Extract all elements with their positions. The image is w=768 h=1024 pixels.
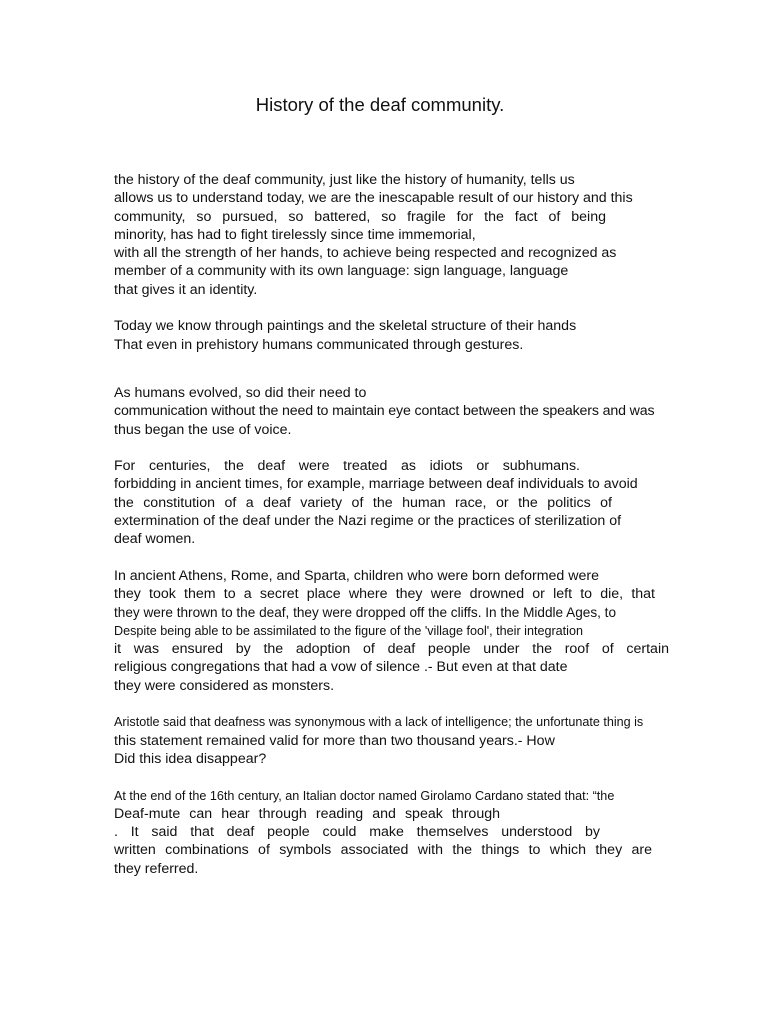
text-line: that gives it an identity. — [114, 281, 258, 298]
text-line: they referred. — [114, 860, 199, 877]
text-line: the history of the deaf community, just like the history of humanity, tells us — [114, 172, 575, 188]
text-line: they took them to a secret place where they were drowned or left to die, that — [114, 586, 655, 603]
text-line: thus began the use of voice. — [114, 421, 292, 438]
text-line: Today we know through paintings and the skeletal structure of their hands — [114, 318, 577, 335]
text-line: Aristotle said that deafness was synonymous with a lack of intelligence; the unfortunate thing is — [114, 715, 644, 730]
text-line: That even in prehistory humans communicated through gestures. — [114, 336, 524, 353]
text-line: In ancient Athens, Rome, and Sparta, children who were born deformed were — [114, 567, 600, 584]
text-line: this statement remained valid for more than two thousand years.- How — [114, 732, 555, 749]
document-title: History of the deaf community. — [255, 94, 505, 115]
text-line: they were considered as monsters. — [114, 677, 335, 694]
text-line: minority, has had to fight tirelessly since time immemorial, — [114, 226, 476, 243]
text-line: they were thrown to the deaf, they were dropped off the cliffs. In the Middle Ages, to — [114, 604, 617, 620]
paragraph-1 — [114, 171, 690, 299]
text-line: community, so pursued, so battered, so fragile for the fact of being — [114, 208, 606, 225]
text-line: it was ensured by the adoption of deaf people under the roof of certain — [114, 641, 669, 658]
text-line: forbidding in ancient times, for example, marriage between deaf individuals to avoid — [114, 476, 638, 493]
text-line: communication without the need to maintain eye contact between the speakers and was — [114, 403, 655, 420]
paragraph-7 — [114, 787, 690, 878]
text-line: allows us to understand today, we are the inescapable result of our history and this — [114, 190, 633, 207]
text-line: Did this idea disappear? — [114, 750, 267, 767]
text-line: As humans evolved, so did their need to — [114, 384, 367, 401]
text-line: . It said that deaf people could make themselves understood by — [114, 824, 600, 841]
text-line: At the end of the 16th century, an Italian doctor named Girolamo Cardano stated that: “the — [114, 788, 615, 803]
text-line: with all the strength of her hands, to achieve being respected and recognized as — [114, 245, 617, 262]
text-line: Deaf-mute can hear through reading and speak through — [114, 805, 500, 822]
paragraph-4 — [114, 457, 690, 548]
text-line: the constitution of a deaf variety of the human race, or the politics of — [114, 494, 612, 511]
text-line: member of a community with its own language: sign language, language — [114, 263, 569, 280]
text-line: religious congregations that had a vow of silence .- But even at that date — [114, 659, 568, 676]
paragraph-5 — [114, 567, 690, 695]
paragraph-2 — [114, 317, 690, 354]
text-line: For centuries, the deaf were treated as idiots or subhumans. — [114, 458, 580, 475]
text-line: written combinations of symbols associated with the things to which they are — [114, 842, 652, 859]
text-line: Despite being able to be assimilated to the figure of the 'village fool', their integration — [114, 623, 583, 638]
paragraph-6 — [114, 713, 690, 768]
text-line: extermination of the deaf under the Nazi regime or the practices of sterilization of — [114, 513, 622, 530]
text-line: deaf women. — [114, 531, 196, 548]
document-body — [114, 171, 690, 878]
paragraph-3 — [114, 384, 690, 439]
